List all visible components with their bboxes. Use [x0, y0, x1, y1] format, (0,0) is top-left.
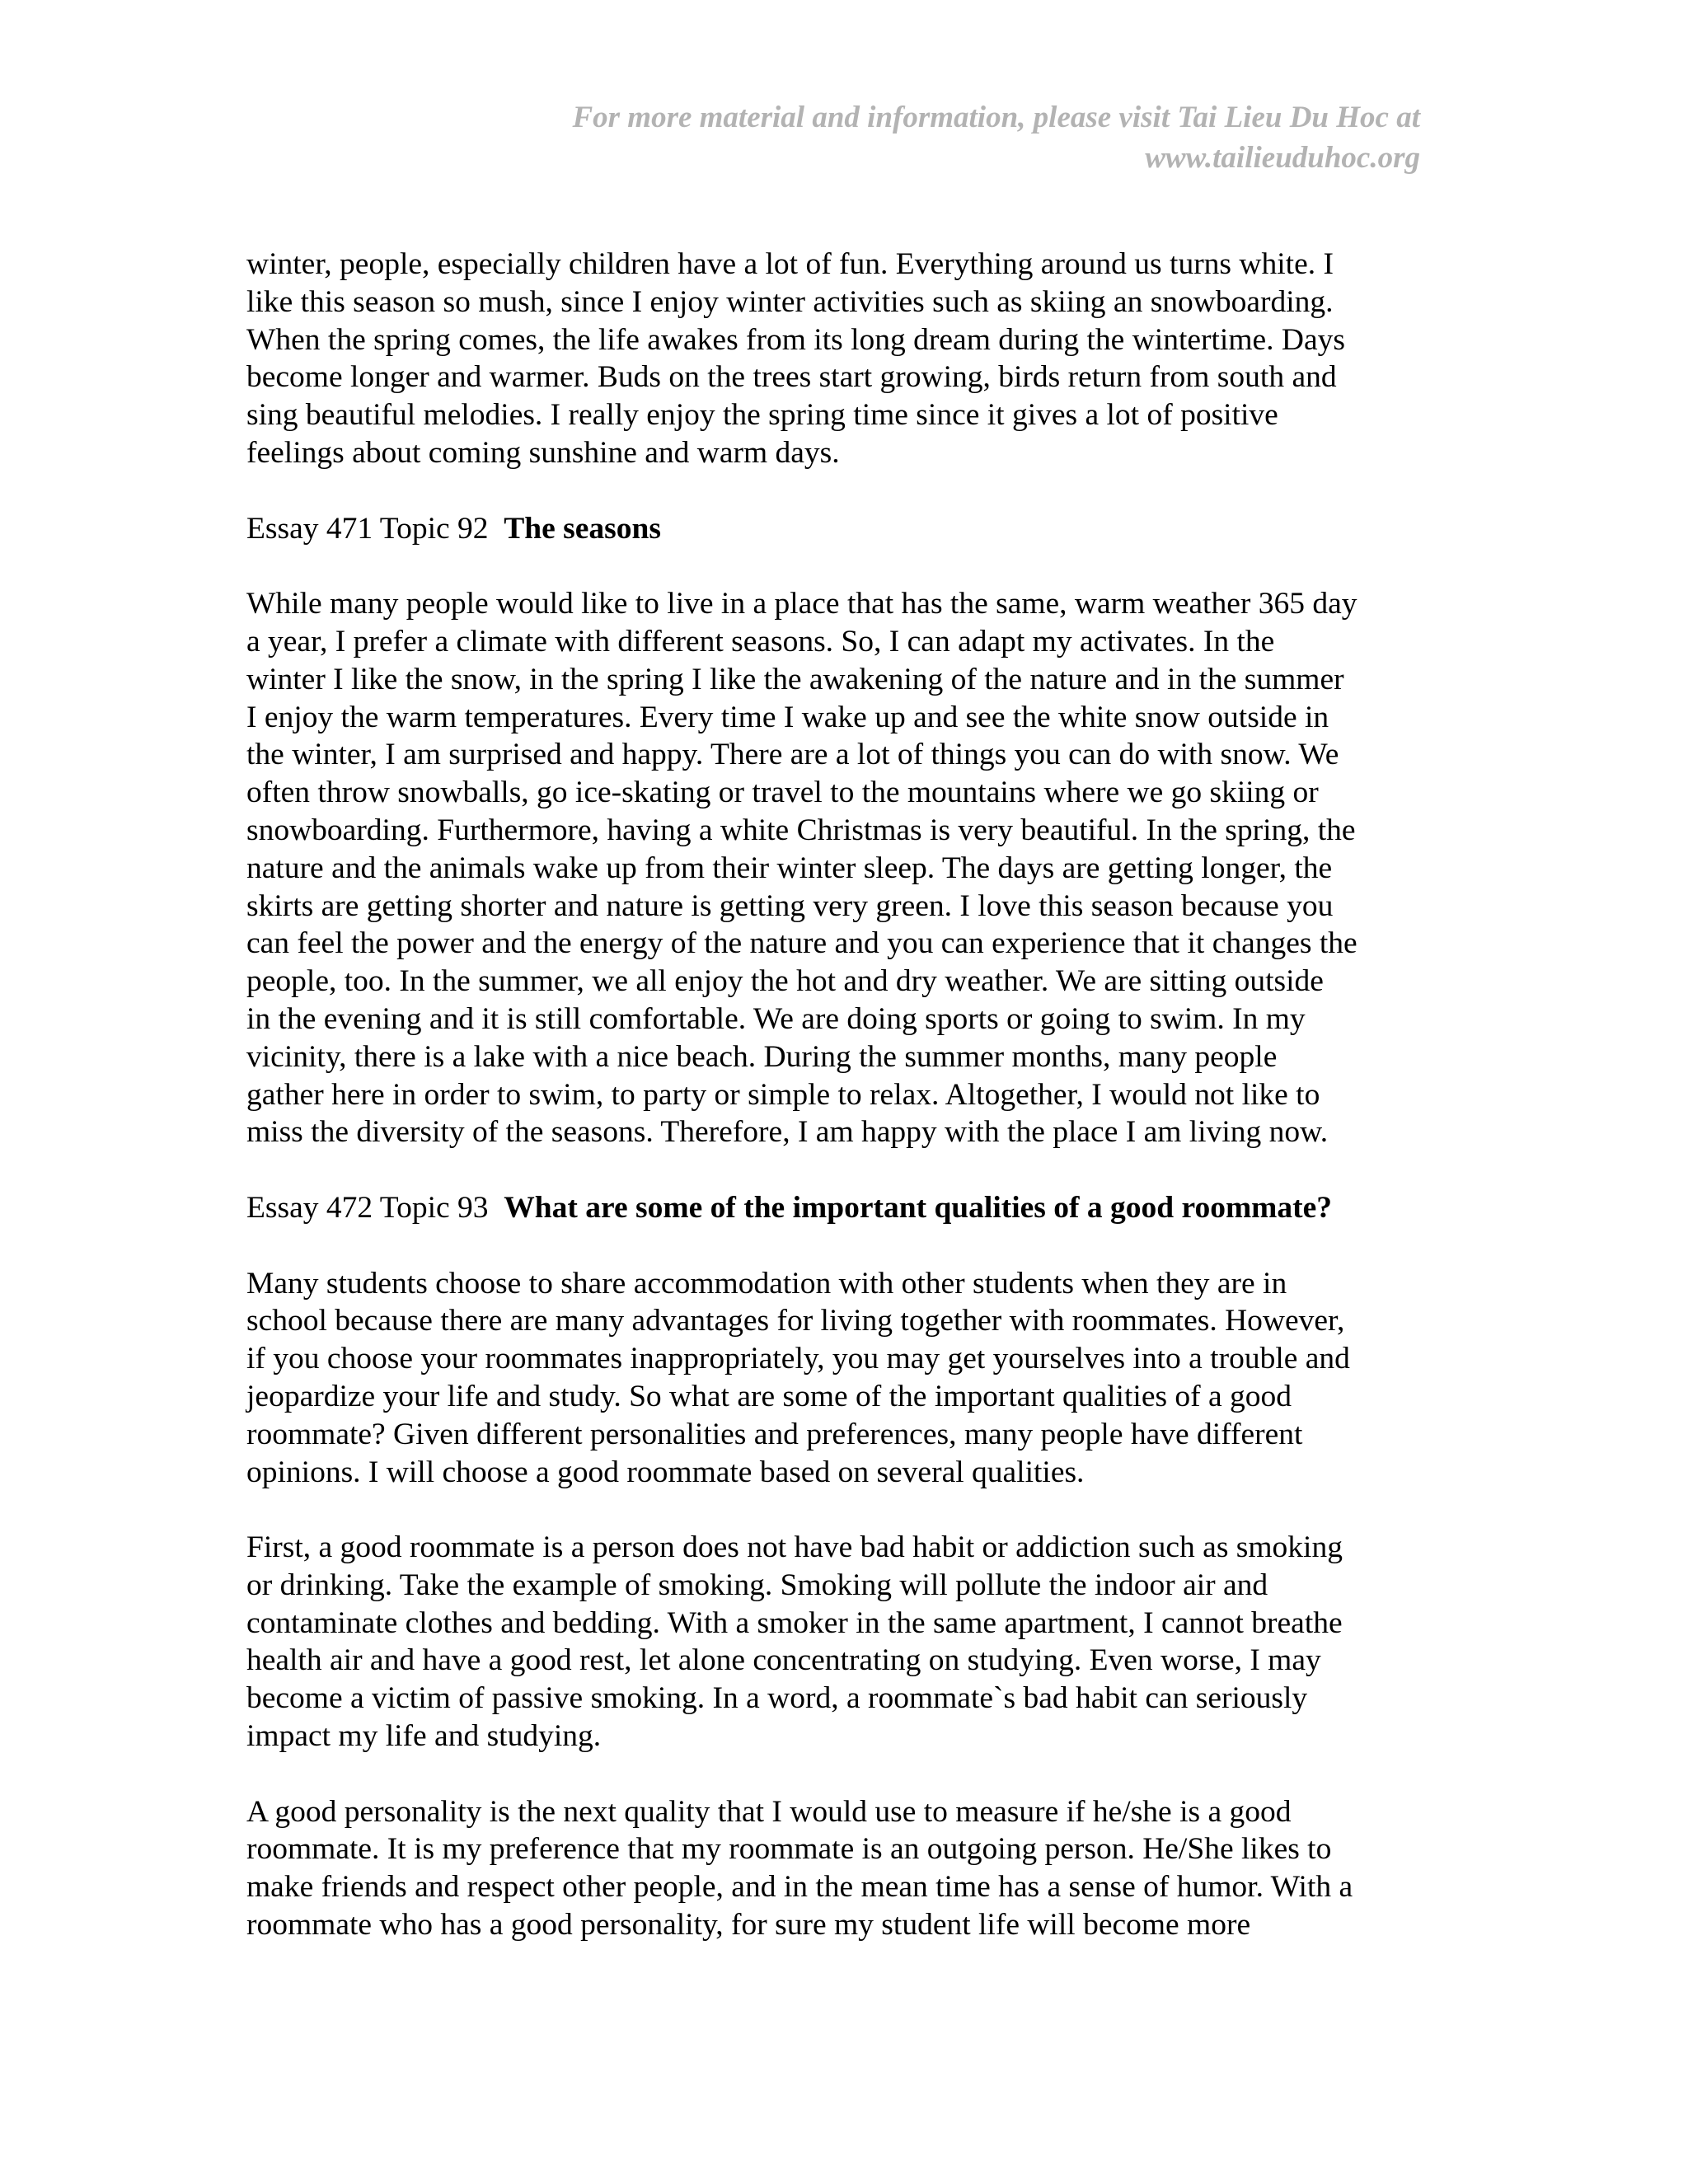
text-line: become a victim of passive smoking. In a word, a roommate`s bad habit can seriously — [246, 1681, 1308, 1716]
text-line: or drinking. Take the example of smoking. Smoking will pollute the indoor air and — [246, 1568, 1268, 1602]
text-line: roommate. It is my preference that my roommate is an outgoing person. He/She likes to — [246, 1832, 1332, 1867]
text-line: impact my life and studying. — [246, 1719, 602, 1754]
text-line: Many students choose to share accommodation with other students when they are in — [246, 1266, 1287, 1301]
header-line-1: For more material and information, please visit Tai Lieu Du Hoc at — [572, 101, 1420, 134]
essay-471-paragraph — [246, 585, 1450, 1151]
text-line: First, a good roommate is a person does not have bad habit or addiction such as smoking — [246, 1530, 1343, 1565]
page-header — [572, 97, 1420, 178]
text-line: While many people would like to live in a place that has the same, warm weather 365 day — [246, 587, 1357, 621]
text-line: feelings about coming sunshine and warm days. — [246, 435, 840, 470]
text-line: winter I like the snow, in the spring I like the awakening of the nature and in the summer — [246, 662, 1344, 696]
text-line: gather here in order to swim, to party or simple to relax. Altogether, I would not like to — [246, 1077, 1320, 1112]
essay-471-title: The seasons — [504, 511, 661, 546]
text-line: can feel the power and the energy of the nature and you can experience that it changes the — [246, 926, 1357, 961]
text-line: like this season so mush, since I enjoy winter activities such as skiing an snowboarding. — [246, 284, 1334, 319]
text-line: When the spring comes, the life awakes from its long dream during the wintertime. Days — [246, 322, 1345, 357]
text-line: school because there are many advantages for living together with roommates. However, — [246, 1304, 1345, 1338]
text-line: health air and have a good rest, let alone concentrating on studying. Even worse, I may — [246, 1643, 1321, 1678]
text-line: A good personality is the next quality that I would use to measure if he/she is a good — [246, 1794, 1292, 1829]
text-line: opinions. I will choose a good roommate based on several qualities. — [246, 1455, 1085, 1489]
spacer — [246, 1491, 1450, 1529]
header-website-link[interactable]: www.tailieuduhoc.org — [1145, 141, 1420, 175]
essay-472-heading — [246, 1189, 1450, 1227]
essay-472-title: What are some of the important qualities of a good roommate? — [504, 1190, 1333, 1225]
text-line: sing beautiful melodies. I really enjoy the spring time since it gives a lot of positive — [246, 398, 1278, 433]
document-body — [246, 246, 1450, 1944]
text-line: often throw snowballs, go ice-skating or travel to the mountains where we go skiing or — [246, 776, 1319, 810]
spacer — [246, 1755, 1450, 1793]
text-line: winter, people, especially children have a lot of fun. Everything around us turns white. I — [246, 247, 1334, 281]
text-line: become longer and warmer. Buds on the trees start growing, birds return from south and — [246, 360, 1337, 395]
essay-472-paragraph-3 — [246, 1793, 1450, 1944]
essay-472-paragraph-1 — [246, 1265, 1450, 1492]
text-line: I enjoy the warm temperatures. Every time I wake up and see the white snow outside in — [246, 700, 1329, 734]
text-line: roommate who has a good personality, for sure my student life will become more — [246, 1908, 1251, 1943]
spacer — [246, 547, 1450, 585]
text-line: nature and the animals wake up from their winter sleep. The days are getting longer, the — [246, 851, 1333, 885]
text-line: roommate? Given different personalities and preferences, many people have different — [246, 1417, 1303, 1451]
essay-472-prefix: Essay 472 Topic 93 — [246, 1190, 489, 1225]
text-line: the winter, I am surprised and happy. There are a lot of things you can do with snow. We — [246, 738, 1339, 772]
intro-paragraph — [246, 246, 1450, 472]
essay-472-paragraph-2 — [246, 1529, 1450, 1755]
text-line: vicinity, there is a lake with a nice beach. During the summer months, many people — [246, 1039, 1278, 1074]
essay-471-prefix: Essay 471 Topic 92 — [246, 511, 489, 546]
text-line: in the evening and it is still comfortable. We are doing sports or going to swim. In my — [246, 1001, 1306, 1036]
text-line: make friends and respect other people, and in the mean time has a sense of humor. With a — [246, 1870, 1353, 1905]
text-line: people, too. In the summer, we all enjoy the hot and dry weather. We are sitting outside — [246, 964, 1324, 999]
text-line: snowboarding. Furthermore, having a white Christmas is very beautiful. In the spring, the — [246, 813, 1356, 847]
text-line: contaminate clothes and bedding. With a smoker in the same apartment, I cannot breathe — [246, 1605, 1343, 1640]
spacer — [246, 1227, 1450, 1265]
text-line: miss the diversity of the seasons. Therefore, I am happy with the place I am living now. — [246, 1115, 1329, 1150]
text-line: jeopardize your life and study. So what are some of the important qualities of a good — [246, 1379, 1292, 1413]
essay-471-heading — [246, 510, 1450, 548]
spacer — [246, 472, 1450, 510]
text-line: skirts are getting shorter and nature is getting very green. I love this season because you — [246, 888, 1334, 923]
spacer — [246, 1151, 1450, 1189]
text-line: a year, I prefer a climate with different seasons. So, I can adapt my activates. In the — [246, 624, 1275, 658]
text-line: if you choose your roommates inappropriately, you may get yourselves into a trouble and — [246, 1342, 1350, 1376]
